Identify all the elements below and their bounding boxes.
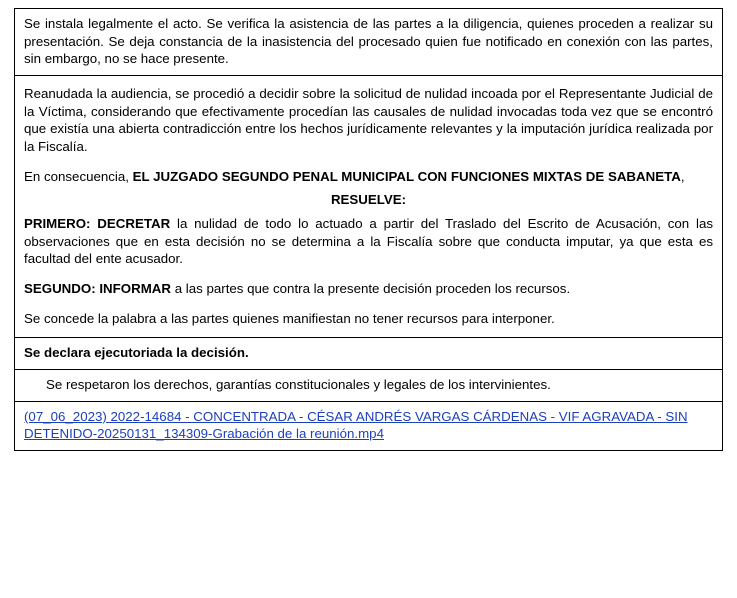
minutes-table (14, 8, 723, 451)
paragraph-asistencia: Se instala legalmente el acto. Se verifica la asistencia de las partes a la diligencia, quienes proceden a realizar su presentación. Se deja constancia de la inasistencia del procesado quien fue notificado en conexión con las partes, sin embargo, no se hace presente. (24, 16, 713, 67)
row-ejecutoriada (15, 338, 722, 370)
paragraph-palabra: Se concede la palabra a las partes quienes manifiestan no tener recursos para interponer. (24, 310, 555, 326)
consecuencia-tail-text: , (680, 168, 685, 184)
paragraph-consecuencia (24, 168, 713, 186)
paragraph-ejecutoriada: Se declara ejecutoriada la decisión. (24, 345, 249, 361)
recording-file-link[interactable]: (07_06_2023) 2022-14684 - CONCENTRADA - CÉSAR ANDRÉS VARGAS CÁRDENAS - VIF AGRAVADA - SIN DETENIDO-20250131_134309-Grabación de la reunión.mp4 (24, 408, 688, 442)
row-decision-body (15, 76, 722, 338)
primero-label: PRIMERO: DECRETAR (24, 216, 171, 232)
paragraph-segundo (24, 280, 713, 298)
paragraph-primero (24, 215, 713, 268)
row-asistencia (15, 9, 722, 76)
segundo-text: a las partes que contra la presente decisión proceden los recursos. (171, 281, 571, 297)
juzgado-name: EL JUZGADO SEGUNDO PENAL MUNICIPAL CON FUNCIONES MIXTAS DE SABANETA (132, 168, 681, 184)
paragraph-reanudada: Reanudada la audiencia, se procedió a decidir sobre la solicitud de nulidad incoada por el Representante Judicial de la Víctima, considerando que efectivamente procedían las causales de nulidad invocadas toda vez que se encontró que existía una abierta contradicción entre los hechos jurídicamente relevantes y la imputación jurídica realizada por la Fiscalía. (24, 86, 713, 155)
consecuencia-lead-text: En consecuencia, (24, 168, 133, 184)
heading-resuelve: RESUELVE: (330, 192, 407, 208)
primero-text: la nulidad de todo lo actuado a partir del Traslado del Escrito de Acusación, con las observaciones que en esta decisión no se determina a la Fiscalía sobre que conducta imputar, ya que esta es facultad del ente acusador. (24, 216, 713, 267)
segundo-label: SEGUNDO: INFORMAR (24, 281, 171, 297)
row-attachment[interactable] (15, 402, 722, 450)
paragraph-derechos: Se respetaron los derechos, garantías constitucionales y legales de los intervinientes. (46, 377, 551, 393)
row-derechos (15, 370, 722, 402)
